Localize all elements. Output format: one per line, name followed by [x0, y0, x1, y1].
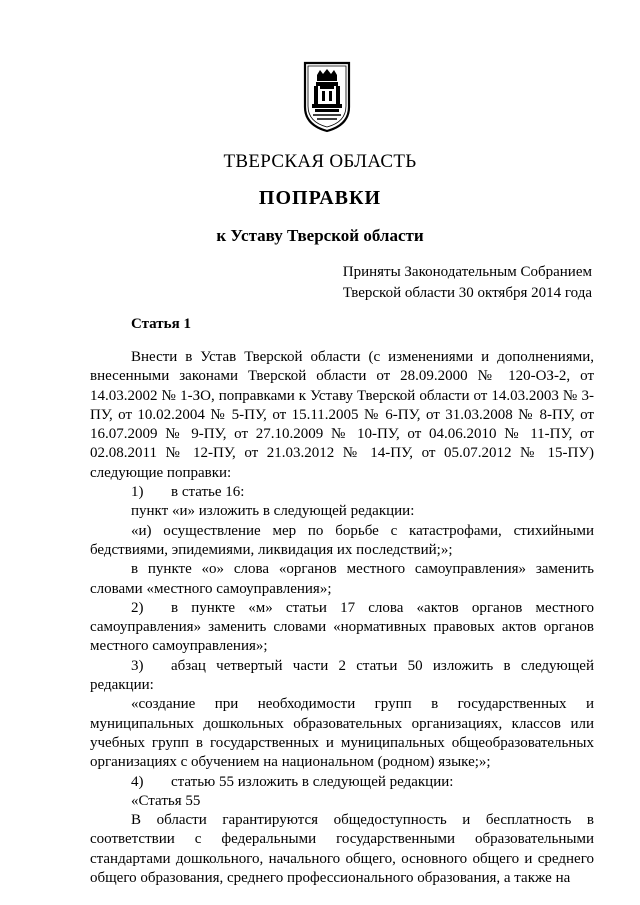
adoption-line-2: Тверской области 30 октября 2014 года	[342, 285, 592, 301]
item-3-quote: «создание при необходимости групп в государственных и муниципальных дошкольных образовательных организациях, классов или учебных групп в государственных и муниципальных общеобразовательных организациях с обучением на национальном (родном) языке;»;	[90, 696, 594, 771]
item-4-heading: «Статья 55	[131, 792, 201, 809]
region-name: ТВЕРСКАЯ ОБЛАСТЬ	[223, 151, 417, 172]
item-1-subpoint: пункт «и» изложить в следующей редакции:	[131, 503, 415, 520]
item-4-number: 4)	[131, 773, 144, 790]
item-4-text: статью 55 изложить в следующей редакции:	[171, 773, 454, 790]
item-2-text: в пункте «м» статьи 17 слова «актов органов местного самоуправления» заменить словами «нормативных правовых актов органов местного самоуправления»;	[90, 599, 594, 655]
adoption-line-1: Приняты Законодательным Собранием	[342, 264, 592, 280]
coat-of-arms-emblem	[303, 61, 351, 133]
item-4-body: В области гарантируются общедоступность и бесплатность в соответствии с федеральными государственными образовательными стандартами дошкольного, начального общего, основного общего и среднего общего образования, среднего профессионального образования, а также на	[90, 812, 594, 887]
item-1-number: 1)	[131, 484, 144, 501]
item-2-number: 2)	[131, 599, 144, 616]
document-subtitle: к Уставу Тверской области	[216, 226, 424, 245]
document-title: ПОПРАВКИ	[258, 187, 382, 209]
item-3-text: абзац четвертый части 2 статьи 50 изложить в следующей редакции:	[90, 657, 594, 694]
item-3-number: 3)	[131, 657, 144, 674]
item-1-change: в пункте «о» слова «органов местного самоуправления» заменить словами «местного самоуправления»;	[90, 561, 594, 597]
adoption-note	[343, 262, 592, 304]
item-2	[90, 599, 594, 657]
item-1-text: в статье 16:	[171, 484, 245, 501]
article-intro: Внести в Устав Тверской области (с изменениями и дополнениями, внесенными законами Тверской области от 28.09.2000 № 120-ОЗ-2, от 14.03.2002 № 1-ЗО, поправками к Уставу Тверской области от 14.03.2003 № 3-ПУ, от 10.02.2004 № 5-ПУ, от 15.11.2005 № 6-ПУ, от 31.03.2008 № 8-ПУ, от 16.07.2009 № 9-ПУ, от 27.10.2009 № 10-ПУ, от 04.06.2010 № 11-ПУ, от 02.08.2011 № 12-ПУ, от 21.03.2012 № 14-ПУ, от 05.07.2012 № 15-ПУ) следующие поправки:	[90, 349, 594, 481]
item-1	[90, 483, 594, 502]
item-3	[90, 657, 594, 696]
item-1-quote: «и) осуществление мер по борьбе с катастрофами, стихийными бедствиями, эпидемиями, ликвидация их последствий;»;	[90, 522, 594, 558]
article-heading: Статья 1	[131, 316, 191, 332]
item-4	[90, 773, 594, 792]
article-body	[90, 348, 594, 888]
